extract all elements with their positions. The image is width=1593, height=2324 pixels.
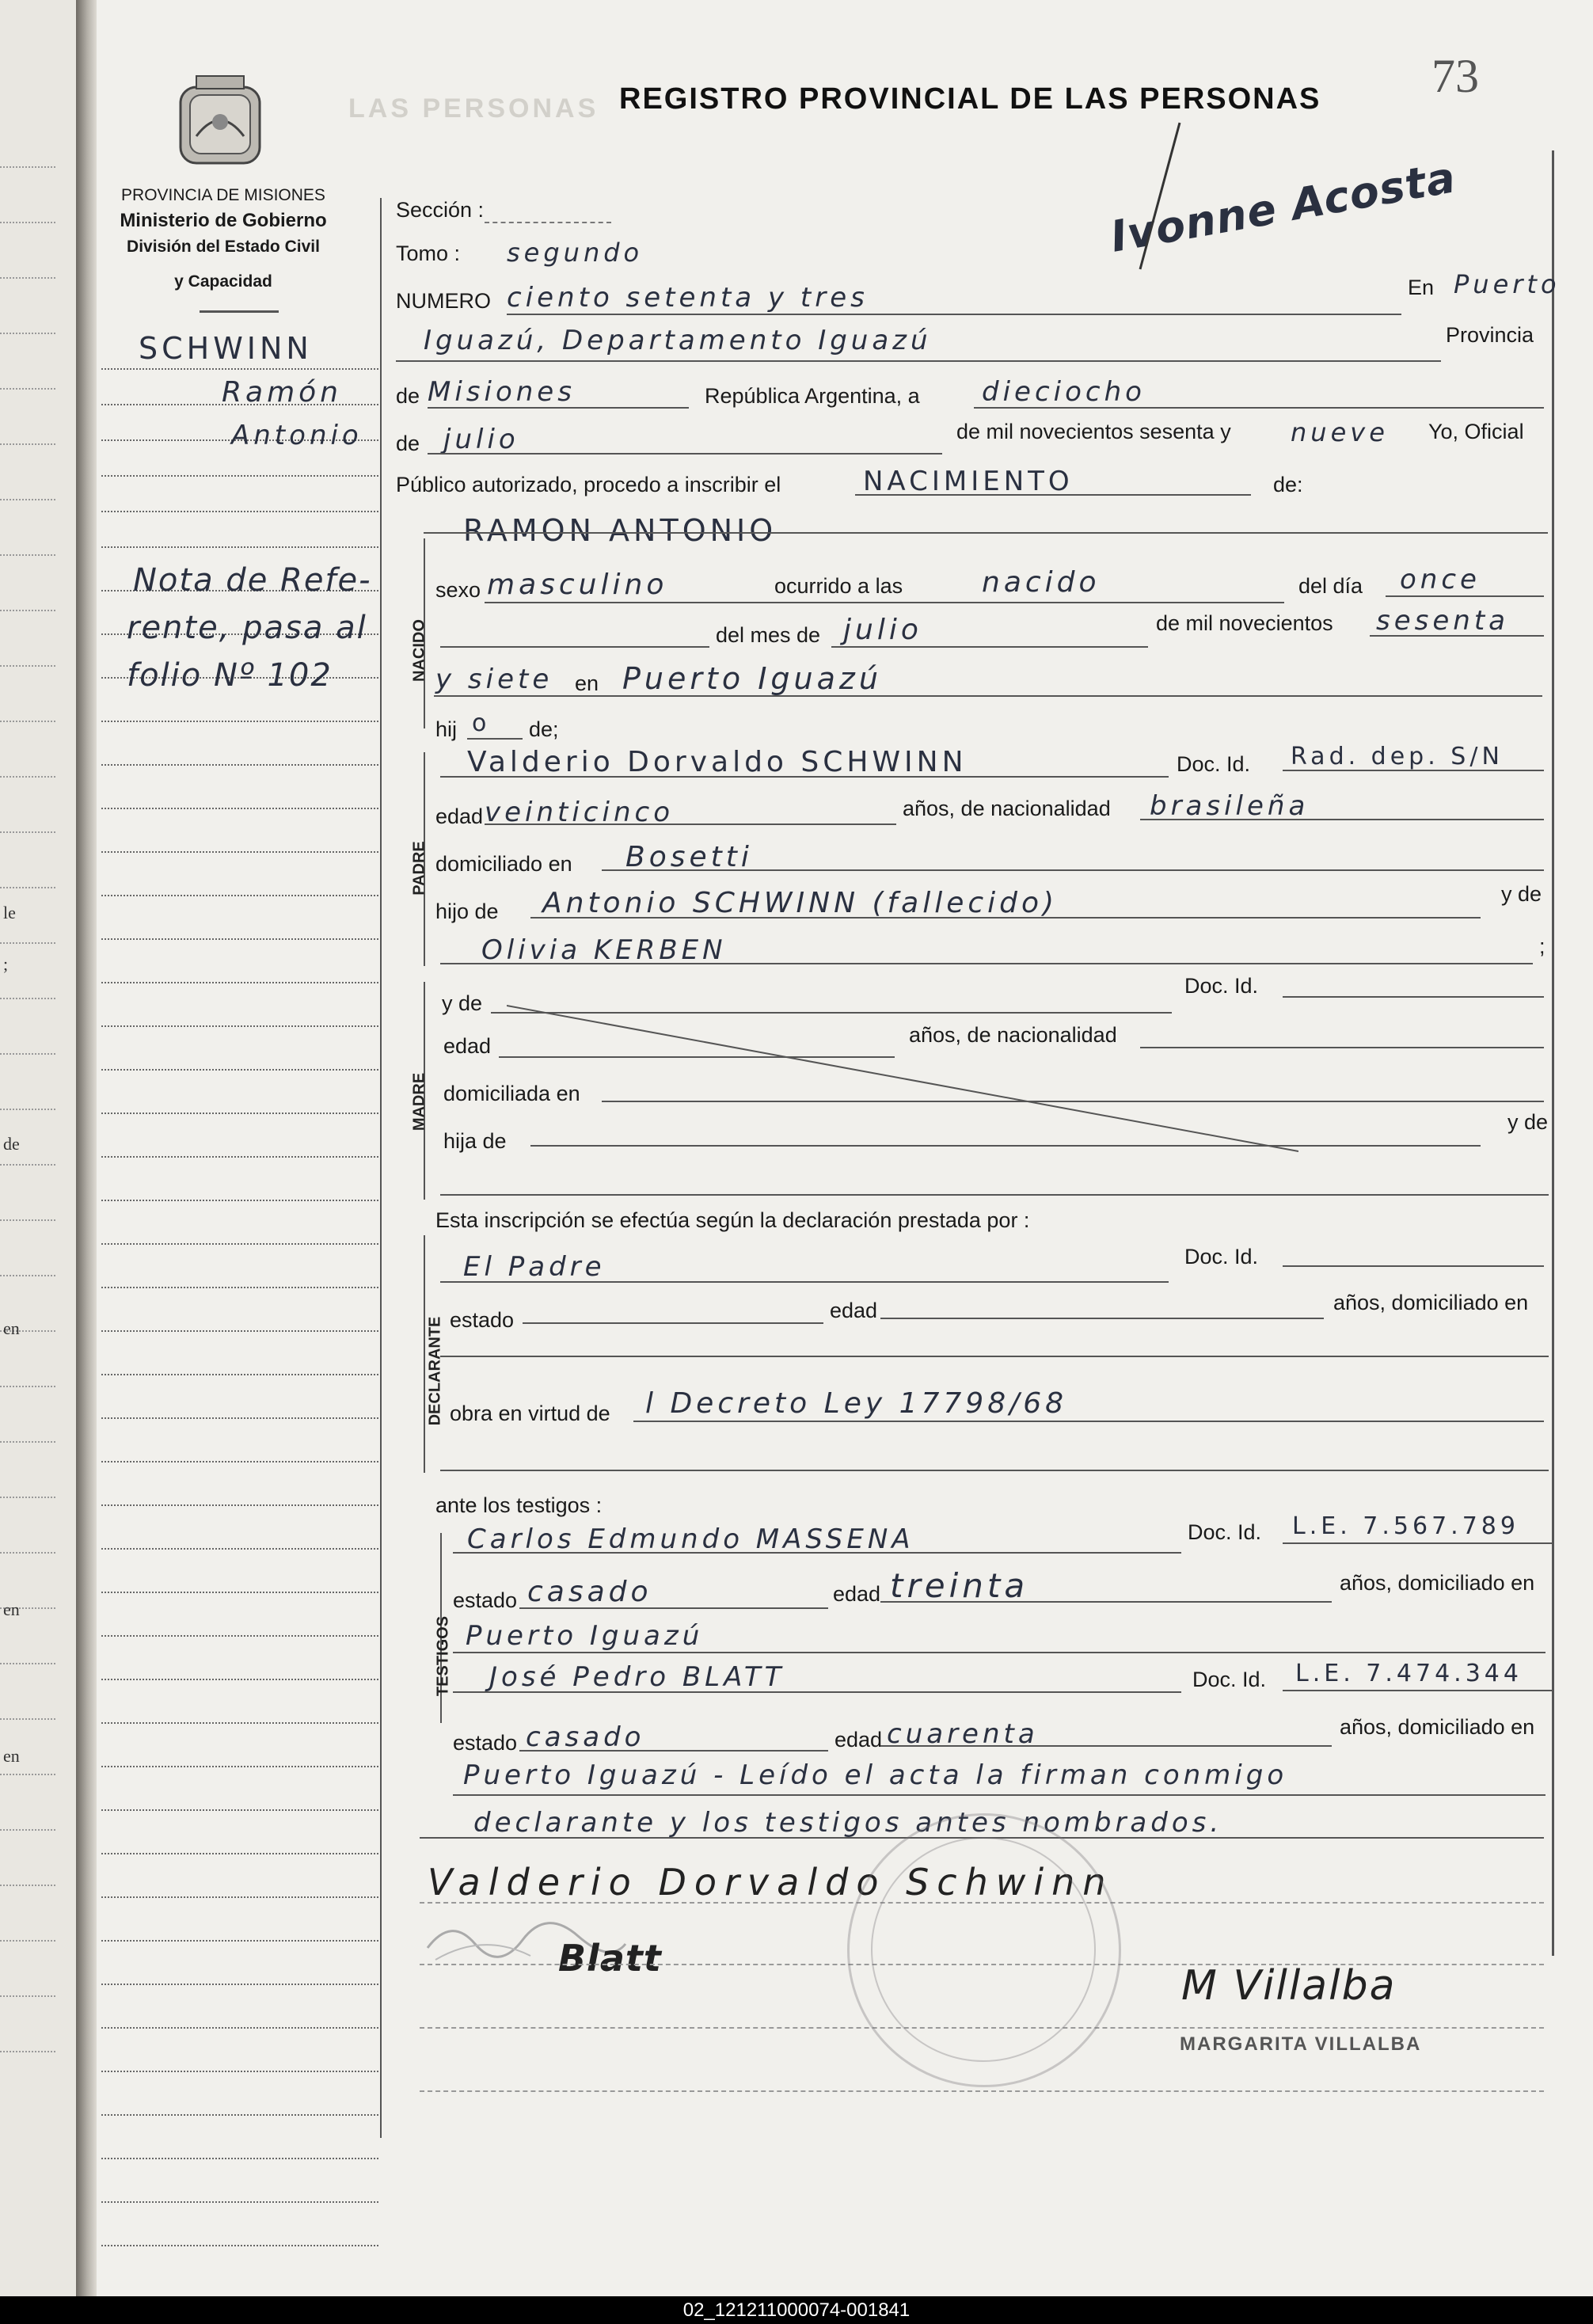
testigo2-dom-label: años, domiciliado en: [1340, 1715, 1535, 1739]
official-name: MARGARITA VILLALBA: [1180, 2033, 1422, 2055]
month-value: julio: [443, 424, 519, 455]
republica-label: República Argentina, a: [705, 384, 920, 408]
year-value: nueve: [1291, 417, 1389, 447]
de3-label: de:: [1273, 473, 1303, 496]
prev-page-word: en: [3, 1599, 20, 1619]
closing-line-2: declarante y los testigos antes nombrados.: [473, 1807, 1223, 1839]
signature-testigo: Blatt: [558, 1937, 662, 1980]
section-label-madre: MADRE: [410, 1072, 428, 1132]
padre-dom-value: Bosetti: [625, 841, 753, 873]
sexo-label: sexo: [435, 578, 481, 602]
madre-y-de2-label: y de: [1507, 1110, 1549, 1134]
padre-doc-value: Rad. dep. S/N: [1291, 743, 1504, 770]
testigo2-estado-label: estado: [453, 1731, 518, 1755]
anio-label: de mil novecientos: [1156, 611, 1333, 635]
place-value: Iguazú, Departamento Iguazú: [424, 325, 932, 356]
madre-dom-label: domiciliada en: [443, 1082, 580, 1105]
oficial-label: Yo, Oficial: [1428, 420, 1524, 443]
page-title: REGISTRO PROVINCIAL DE LAS PERSONAS: [619, 82, 1321, 116]
margin-note-line: Nota de Refe-: [133, 562, 372, 599]
en-lugar-label: en: [575, 671, 599, 695]
section-label-padre: PADRE: [410, 841, 428, 896]
testigo1-doc-value: L.E. 7.567.789: [1292, 1512, 1519, 1540]
numero-label: NUMERO: [396, 289, 491, 313]
madre-edad-label: edad: [443, 1034, 492, 1058]
testigo1-estado-label: estado: [453, 1588, 518, 1612]
padre-y-de-label: y de: [1501, 882, 1542, 906]
hijo-label: hij: [435, 717, 458, 741]
anio-value: sesenta: [1376, 605, 1509, 637]
section-label-nacido: NACIDO: [410, 619, 428, 682]
closing-line-1: Puerto Iguazú - Leído el acta la firman conmigo: [463, 1759, 1288, 1791]
seccion-label: Sección :: [396, 198, 485, 222]
testigo2-doc-value: L.E. 7.474.344: [1295, 1660, 1523, 1687]
madre-doc-label: Doc. Id.: [1184, 974, 1259, 998]
padre-hijo-label: hijo de: [435, 900, 499, 923]
padre-padres-value: Antonio SCHWINN (fallecido): [542, 887, 1059, 919]
margin-note-line: rente, pasa al: [127, 610, 367, 646]
margin-name: Ramón: [222, 376, 342, 409]
testigo2-doc-label: Doc. Id.: [1192, 1668, 1267, 1691]
padre-name: Valderio Dorvaldo SCHWINN: [467, 746, 968, 778]
nacido-name: RAMON ANTONIO: [463, 513, 777, 548]
testigo1-edad-label: edad: [833, 1582, 881, 1606]
prev-page-word: en: [3, 1746, 20, 1766]
section-label-declarante: DECLARANTE: [426, 1316, 444, 1426]
declaracion-label: Esta inscripción se efectúa según la declaración prestada por :: [435, 1208, 1030, 1232]
previous-page-edge: [0, 0, 78, 2296]
publico-label: Público autorizado, procedo a inscribir el: [396, 473, 781, 496]
testigo1-name: Carlos Edmundo MASSENA: [467, 1523, 914, 1555]
padre-edad-value: veinticinco: [485, 797, 674, 828]
year-label: de mil novecientos sesenta y: [956, 420, 1231, 443]
hijo-value: o: [472, 709, 491, 737]
testigo2-name: José Pedro BLATT: [489, 1661, 785, 1693]
declarante-doc-label: Doc. Id.: [1184, 1245, 1259, 1269]
padre-madre-abuela-value: Olivia KERBEN: [481, 934, 727, 966]
bleed-through-text: LAS PERSONAS: [348, 93, 599, 124]
section-label-testigos: TESTIGOS: [434, 1615, 452, 1697]
prev-page-word: de: [3, 1134, 20, 1154]
madre-y-de-label: y de: [442, 991, 483, 1015]
declarante-estado-label: estado: [450, 1308, 515, 1332]
official-signature-top: Ivonne Acosta: [1106, 152, 1460, 262]
testigo1-dom-value: Puerto Iguazú: [466, 1620, 704, 1652]
padre-edad-label: edad: [435, 804, 484, 828]
mes-value: julio: [843, 614, 922, 646]
testigo1-edad-value: treinta: [890, 1566, 1029, 1605]
margin-name: Antonio: [231, 420, 363, 451]
padre-dom-label: domiciliado en: [435, 852, 572, 876]
padre-nac-label: años, de nacionalidad: [903, 797, 1111, 820]
testigos-label: ante los testigos :: [435, 1493, 603, 1517]
de-label: de: [396, 384, 420, 408]
sexo-value: masculino: [487, 569, 668, 601]
seal-icon: [173, 73, 268, 168]
book-spine: [76, 0, 97, 2296]
issuer-line: División del Estado Civil: [127, 238, 320, 256]
padre-semicolon: ;: [1539, 934, 1545, 958]
testigo1-doc-label: Doc. Id.: [1188, 1520, 1262, 1544]
province-seal: [173, 73, 268, 168]
numero-value: ciento setenta y tres: [507, 282, 869, 314]
signature-stroke: [1108, 119, 1203, 277]
issuer-line: PROVINCIA DE MISIONES: [121, 186, 325, 204]
en-label: En: [1408, 276, 1435, 299]
prev-page-word: en: [3, 1318, 20, 1338]
dia-label: del día: [1298, 574, 1363, 598]
declarante-obra-label: obra en virtud de: [450, 1402, 610, 1425]
tomo-value: segundo: [507, 238, 644, 268]
madre-hija-label: hija de: [443, 1129, 507, 1153]
lugar-value: Puerto Iguazú: [622, 661, 882, 696]
madre-cancel-line: [507, 1004, 1298, 1154]
testigo2-estado-value: casado: [526, 1721, 645, 1753]
mes-label: del mes de: [716, 623, 821, 647]
acto-value: NACIMIENTO: [863, 466, 1074, 497]
signature-declarante: Valderio Dorvaldo Schwinn: [428, 1861, 1114, 1904]
ocurrido-label: ocurrido a las: [774, 574, 903, 598]
testigo2-edad-label: edad: [835, 1728, 883, 1752]
margin-surname: SCHWINN: [139, 331, 313, 366]
declarante-dom-label: años, domiciliado en: [1333, 1291, 1529, 1314]
issuer-line: y Capacidad: [174, 272, 272, 291]
declarante-obra-value: l Decreto Ley 17798/68: [645, 1387, 1068, 1420]
province-value: Misiones: [428, 376, 576, 408]
declarante-edad-label: edad: [830, 1299, 878, 1322]
de2-label: de: [396, 432, 420, 455]
testigo2-edad-value: cuarenta: [887, 1718, 1039, 1750]
provincia-label: Provincia: [1446, 323, 1534, 347]
tomo-label: Tomo :: [396, 242, 461, 265]
folio-number: 73: [1431, 50, 1479, 102]
testigo1-dom-label: años, domiciliado en: [1340, 1571, 1535, 1595]
anio-value-cont: y siete: [435, 664, 553, 695]
hijo-de-label: de;: [529, 717, 559, 741]
issuer-line: Ministerio de Gobierno: [120, 210, 327, 231]
official-stamp-inner: [871, 1837, 1096, 2062]
prev-page-word: le: [3, 903, 16, 922]
prev-page-word: ;: [3, 954, 9, 974]
day-value: dieciocho: [982, 376, 1146, 408]
dia-value: once: [1400, 564, 1481, 595]
declarante-name: El Padre: [463, 1251, 606, 1283]
image-id-footer: 02_121211000074-001841: [0, 2296, 1593, 2324]
hora-value: nacido: [982, 566, 1101, 599]
official-signature: M Villalba: [1181, 1962, 1397, 2010]
testigo1-estado-value: casado: [527, 1576, 652, 1608]
en-value: Puerto: [1454, 269, 1561, 299]
padre-doc-label: Doc. Id.: [1177, 752, 1251, 776]
madre-nac-label: años, de nacionalidad: [909, 1023, 1117, 1047]
padre-nac-value: brasileña: [1150, 790, 1310, 822]
margin-note-line: folio Nº 102: [127, 657, 333, 694]
